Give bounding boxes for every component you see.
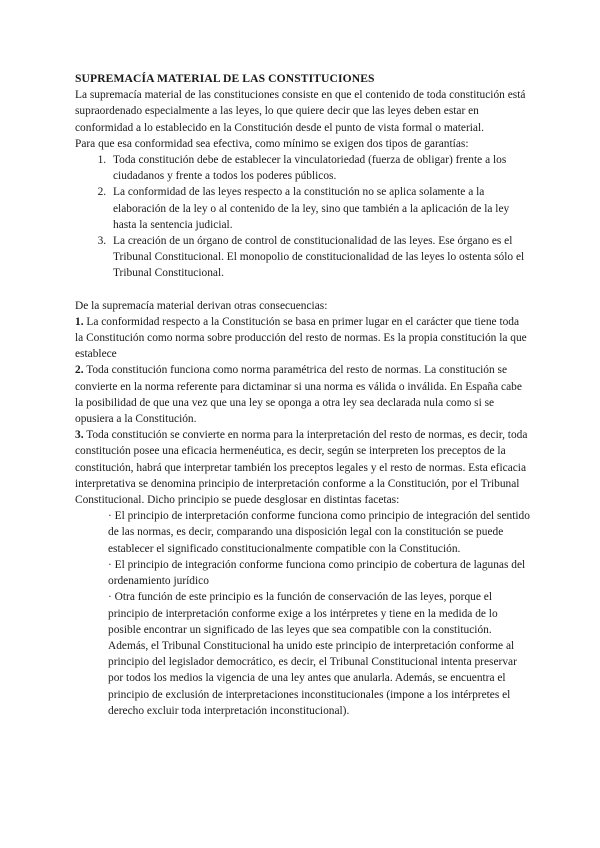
facet-item: · El principio de integración conforme funciona como principio de cobertura de lagunas del ordenamiento jurídico (108, 558, 526, 588)
consequence-item (75, 314, 530, 363)
document-title: SUPREMACÍA MATERIAL DE LAS CONSTITUCIONES (75, 72, 375, 85)
consequence-text: La conformidad respecto a la Constitución se basa en primer lugar en el carácter que tiene toda la Constitución como norma sobre producción del resto de normas. Es la propia constitución la que establece (75, 315, 527, 361)
consequence-text: Toda constitución funciona como norma paramétrica del resto de normas. La constitución se convierte en la norma referente para dictaminar si una norma es válida o inválida. En España cabe la posibilidad de que una vez que una ley se oponga a otra ley sea declarada nula como si se opusiera a la Constitución. (75, 364, 522, 426)
intro-paragraph: La supremacía material de las constituciones consiste en que el contenido de toda constitución está supraordenado especialmente a las leyes, lo que quiere decir que las leyes deben estar en conformidad a lo establecido en la Constitución desde el punto de vista formal o material. (75, 89, 526, 134)
consequence-number: 3. (75, 429, 84, 442)
consequence-item (75, 427, 530, 508)
consequence-number: 2. (75, 364, 84, 377)
consequences-intro: De la supremacía material derivan otras consecuencias: (75, 299, 328, 312)
guarantee-item: 2. La conformidad de las leyes respecto a la constitución no se aplica solamente a la elaboración de la ley o al contenido de la ley, sino que también a la aplicación de la ley hasta la sentencia judicial. (109, 184, 530, 233)
guarantee-item: 3. La creación de un órgano de control de constitucionalidad de las leyes. Ese órgano es el Tribunal Constitucional. El monopolio de constitucionalidad de las leyes lo ostenta sólo el Tribunal Constitucional. (109, 233, 530, 282)
consequence-item (75, 362, 530, 427)
facet-item: · El principio de interpretación conforme funciona como principio de integración del sentido de las normas, es decir, comparando una disposición legal con la constitución se puede establecer el significado constitucionalmente compatible con la Constitución. (108, 510, 530, 555)
paragraph-spacer (75, 282, 530, 298)
guarantee-item: 1. Toda constitución debe de establecer la vinculatoriedad (fuerza de obligar) frente a los ciudadanos y frente a todos los poderes públicos. (109, 152, 530, 184)
consequence-text: Toda constitución se convierte en norma para la interpretación del resto de normas, es decir, toda constitución posee una eficacia hermenéutica, es decir, según se interpreten los preceptos de la constitución, habrá que interpretar también los preceptos legales y el resto de normas. Esta eficacia interpretativa se denomina principio de interpretación conforme a la Constitución, por el Tribunal Constitucional. Dicho principio se puede desglosar en distintas facetas: (75, 429, 528, 507)
guarantees-intro: Para que esa conformidad sea efectiva, como mínimo se exigen dos tipos de garantías: (75, 137, 469, 150)
facet-item: · Otra función de este principio es la función de conservación de las leyes, porque el principio de interpretación conforme exige a los intérpretes y tiene en la medida de lo posible encontrar un significado de las leyes que sea compatible con la constitución. Además, el Tribunal Constitucional ha unido este principio de interpretación conforme al principio del legislador democrático, es decir, el Tribunal Constitucional intenta preservar por todos los medios la vigencia de una ley antes que anularla. Además, se encuentra el principio de exclusión de interpretaciones inconstitucionales (impone a los intérpretes el derecho excluir toda interpretación inconstitucional). (108, 591, 517, 717)
guarantees-list (75, 152, 530, 282)
consequence-number: 1. (75, 315, 84, 328)
